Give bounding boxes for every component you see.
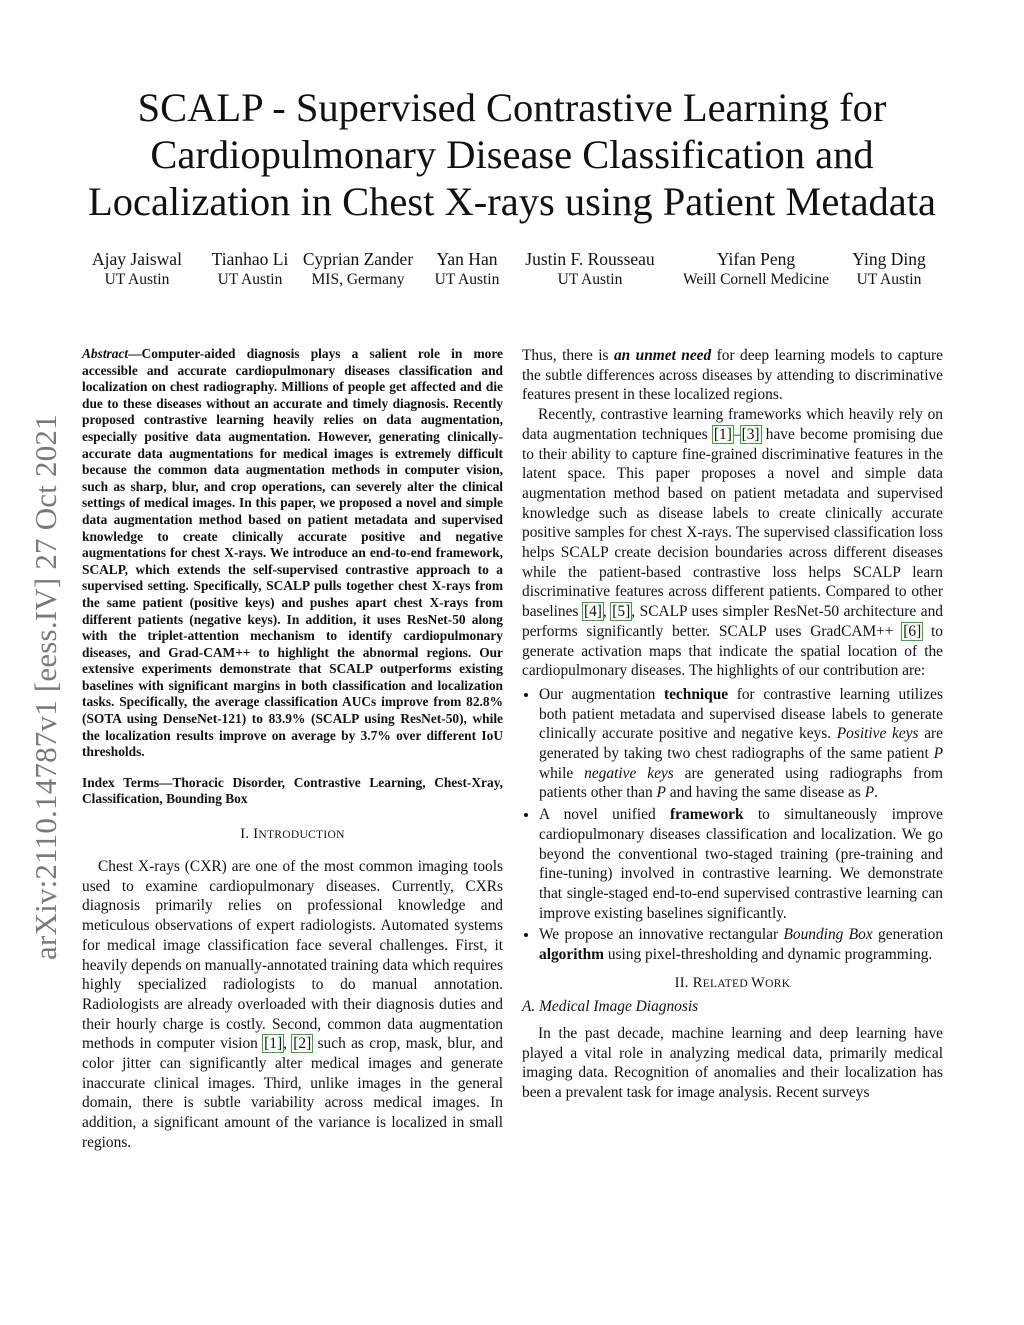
text-run: , — [283, 1035, 293, 1053]
text-run: , SCALP uses simpler ResNet-50 architecture and performs significantly better. SCALP uses GradCAM++ — [522, 603, 943, 640]
emphasis: an unmet need — [613, 347, 712, 364]
math-symbol: P — [656, 784, 666, 802]
text-run: and having the same disease as — [665, 784, 865, 802]
italic-term: Positive keys — [836, 725, 919, 743]
title-line: SCALP - Supervised Contrastive Learning for — [137, 85, 887, 130]
author — [70, 248, 204, 290]
bold-term: technique — [663, 685, 729, 703]
index-terms-text: —Thoracic Disorder, Contrastive Learning, Chest-Xray, Classification, Bounding Box — [82, 774, 503, 807]
contribution-item — [539, 685, 943, 803]
text-run: – — [732, 425, 741, 443]
index-terms — [82, 775, 503, 808]
author-name: Justin F. Rousseau — [525, 249, 655, 269]
author-affiliation: UT Austin — [104, 271, 170, 288]
text-run: are generated by taking two chest radiographs of the same patient — [539, 725, 943, 763]
subsection-heading: A. Medical Image Diagnosis — [522, 997, 699, 1015]
author — [200, 248, 300, 290]
author-affiliation: UT Austin — [434, 271, 500, 288]
citation-link[interactable]: [1] — [713, 425, 732, 443]
author-name: Yifan Peng — [716, 249, 796, 269]
section-number: II. — [674, 974, 693, 991]
author — [670, 248, 842, 290]
text-run: A novel unified — [539, 806, 671, 824]
contribution-item — [539, 805, 943, 923]
section-heading-related-work — [522, 975, 943, 992]
author-name: Ajay Jaiswal — [92, 249, 182, 269]
citation-link[interactable]: [5] — [612, 603, 631, 621]
title-line: Localization in Chest X-rays using Patient Metadata — [87, 179, 937, 224]
right-column — [522, 346, 943, 1103]
text-run: to generate activation maps that indicate the spatial location of the cardiopulmonary diseases. The highlights of our contribution are: — [522, 622, 943, 680]
citation-link[interactable]: [1] — [264, 1035, 283, 1053]
text-run: generation — [872, 926, 944, 944]
contribution-item — [539, 925, 943, 964]
contrastive-paragraph — [522, 405, 943, 681]
text-run: , — [602, 603, 612, 621]
author-name: Cyprian Zander — [302, 249, 414, 269]
citation-link[interactable]: [3] — [741, 425, 760, 443]
math-symbol: P — [864, 784, 875, 802]
section-initial: I — [253, 826, 259, 843]
author — [842, 248, 936, 290]
abstract-text: —Computer-aided diagnosis plays a salient role in more accessible and accurate cardiopulmonary diseases classification and localization on chest radiography. Millions of people get affected and die due to these diseases without an accurate and timely diagnosis. Recently proposed contrastive learning heavily relies on data augmentation, especially positive data augmentation. However, generating clinically-accurate data augmentations for medical images is extremely difficult because the common data augmentation methods in computer vision, such as sharp, blur, and crop operations, can severely alter the clinical settings of medical images. In this paper, we proposed a novel and simple data augmentation method based on patient metadata and supervised knowledge to create clinically accurate positive and negative augmentations for chest X-rays. We introduce an end-to-end framework, SCALP, which extends the self-supervised contrastive approach to a supervised setting. Specifically, SCALP pulls together chest X-rays from the same patient (positive keys) and pushes apart chest X-rays from different patients (negative keys). In addition, it uses ResNet-50 along with the triplet-attention mechanism to identify cardiopulmonary diseases, and Grad-CAM++ to highlight the abnormal regions. Our extensive experiments demonstrate that SCALP outperforms existing baselines with significant margins in both classification and localization tasks. Specifically, the average classification AUCs improve from 82.8% (SOTA using DenseNet-121) to 83.9% (SCALP using ResNet-50), while the localization results improve on average by 3.7% over different IoU thresholds. — [82, 346, 503, 760]
section-initial: W — [751, 974, 766, 991]
text-run: to simultaneously improve cardiopulmonary diseases classification and localization. We go beyond the conventional two-staged training (pre-training and fine-tuning) involved in contrastive learning. We demonstrate that single-staged end-to-end supervised contrastive learning can improve existing baselines significantly. — [539, 806, 943, 922]
abstract-label: Abstract — [82, 346, 129, 361]
contribution-list — [522, 685, 943, 965]
text-run: Thus, there is — [522, 347, 614, 364]
text-run: Recently, contrastive learning frameworks which heavily rely on data augmentation techniques — [522, 406, 943, 443]
text-run: for deep learning models to capture the subtle differences across diseases by attending to discriminative features present in these localized regions. — [522, 347, 943, 404]
section-rest: NTRODUCTION — [258, 829, 345, 842]
author-name: Yan Han — [436, 249, 498, 269]
abstract — [82, 346, 503, 761]
text-run: while — [539, 764, 585, 782]
text-run: such as crop, mask, blur, and color jitter can significantly alter medical images and generate inaccurate clinical images. Third, unlike images in the general domain, there is subtle variability across medical images. In addition, a significant amount of the variance is localized in small regions. — [82, 1035, 503, 1151]
arxiv-stamp: arXiv:2110.14787v1 [eess.IV] 27 Oct 2021 — [28, 414, 63, 960]
section-number: I. — [240, 826, 254, 843]
left-column — [82, 346, 503, 1153]
author-affiliation: Weill Cornell Medicine — [683, 271, 829, 288]
author-affiliation: MIS, Germany — [311, 271, 405, 288]
paper-title — [60, 84, 964, 225]
text-run: are generated using radiographs from patients other than — [539, 764, 944, 802]
title-line: Cardiopulmonary Disease Classification and — [150, 132, 874, 177]
text-run: Our augmentation — [539, 685, 664, 703]
author — [296, 248, 420, 290]
section-rest: ORK — [765, 977, 791, 990]
citation-link[interactable]: [6] — [903, 622, 922, 640]
text-run: We propose an innovative rectangular — [539, 926, 784, 944]
math-symbol: P — [933, 745, 943, 763]
author-affiliation: UT Austin — [217, 271, 283, 288]
bold-term: framework — [670, 806, 744, 824]
author-name: Tianhao Li — [211, 249, 289, 269]
author — [423, 248, 511, 290]
text-run: Chest X-rays (CXR) are one of the most common imaging tools used to examine cardiopulmonary diseases. Currently, CXRs diagnosis primarily relies on professional knowledge and meticulous observations of expert radiologists. Automated systems for medical image classification face several challenges. First, it heavily depends on manually-annotated training data which requires highly specialized radiologists to do manual annotation. Radiologists are already overloaded with their diagnosis duties and their hourly charge is costly. Second, common data augmentation methods in computer vision — [82, 858, 503, 1053]
index-terms-label: Index Terms — [82, 774, 160, 790]
section-initial: R — [692, 974, 703, 991]
citation-link[interactable]: [4] — [583, 603, 602, 621]
bold-term: algorithm — [539, 946, 604, 964]
author-affiliation: UT Austin — [557, 271, 623, 288]
intro-paragraph — [82, 857, 503, 1153]
author-affiliation: UT Austin — [856, 271, 922, 288]
author — [515, 248, 665, 290]
text-run: have become promising due to their ability to capture fine-grained discriminative features in the latent space. This paper proposes a novel and simple data augmentation method based on patient metadata and supervised knowledge such as disease labels to create clinically accurate positive samples for chest X-rays. The supervised classification loss helps SCALP create decision boundaries across different diseases while the patient-based contrastive loss helps SCALP learn discriminative features across different patients. Compared to other baselines — [522, 425, 943, 621]
text-run: using pixel-thresholding and dynamic programming. — [603, 946, 933, 964]
author-name: Ying Ding — [852, 249, 926, 269]
related-work-paragraph: In the past decade, machine learning and deep learning have played a vital role in analyzing medical data, primarily medical imaging data. Recognition of anomalies and their localization has been a prevalent task for image analysis. Recent surveys — [522, 1024, 943, 1101]
citation-link[interactable]: [2] — [293, 1035, 312, 1053]
italic-term: Bounding Box — [783, 926, 873, 944]
text-run: for contrastive learning utilizes both patient metadata and supervised disease labels to generate clinically accurate positive and negative keys. — [539, 685, 943, 743]
text-run: . — [874, 784, 878, 802]
section-heading-introduction — [82, 826, 503, 843]
section-rest: ELATED — [702, 977, 752, 990]
intro-paragraph-continued — [522, 346, 943, 405]
italic-term: negative keys — [584, 764, 674, 782]
